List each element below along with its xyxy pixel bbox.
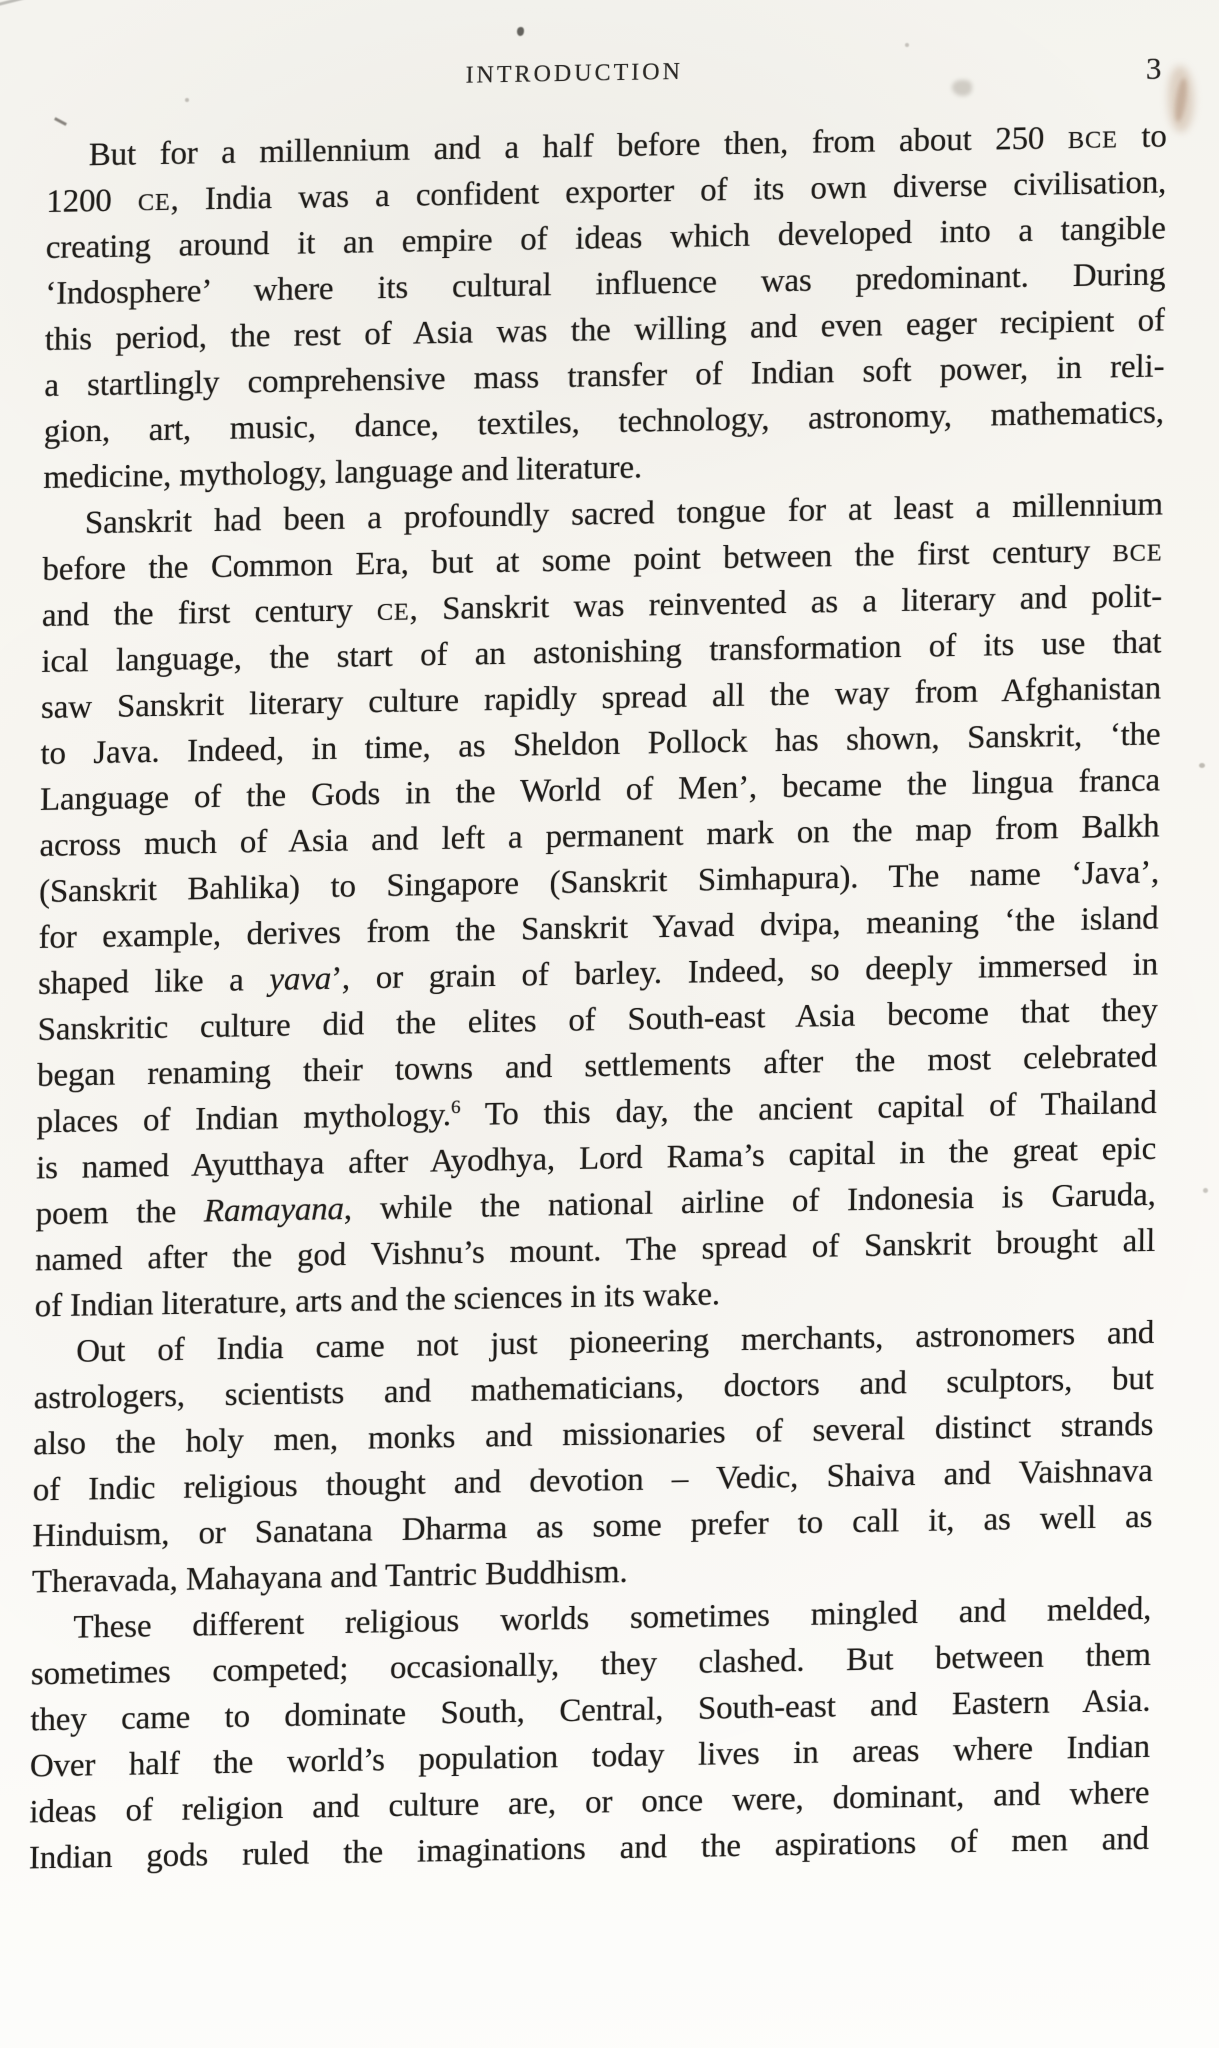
text-line: Theravada, Mahayana and Tantric Buddhism. <box>31 1553 628 1601</box>
brown-smudge-core <box>1173 78 1189 123</box>
text-line: also the holy men, monks and missionaries of several distinct strands <box>33 1406 1154 1463</box>
text-line: shaped like a yava’, or grain of barley. Indeed, so deeply immersed in <box>37 946 1159 1003</box>
text-line: gion, art, music, dance, textiles, technology, astronomy, mathematics, <box>43 394 1165 451</box>
text-line: to Java. Indeed, in time, as Sheldon Pollock has shown, Sanskrit, ‘the <box>40 716 1161 773</box>
text-line: and the first century CE, Sanskrit was reinvented as a literary and polit- <box>41 578 1163 635</box>
scan-corner-line-artifact <box>0 0 70 7</box>
text-line: ical language, the start of an astonishing transformation of its use that <box>41 624 1162 681</box>
text-line: of Indian literature, arts and the sciences in its wake. <box>34 1276 721 1325</box>
type-area <box>28 20 1168 1940</box>
text-line: These different religious worlds sometimes mingled and melded, <box>73 1590 1152 1646</box>
text-line: sometimes competed; occasionally, they clashed. But between them <box>30 1636 1152 1693</box>
brown-smudge <box>1168 66 1194 132</box>
paper-speck <box>1199 763 1205 768</box>
text-line: (Sanskrit Bahlika) to Singapore (Sanskrit Simhapura). The name ‘Java’, <box>38 854 1160 911</box>
text-line: places of Indian mythology.$^6$ To this day, the ancient capital of Thailand <box>36 1084 1157 1141</box>
text-line: a startlingly comprehensive mass transfer of Indian soft power, in reli- <box>44 348 1165 405</box>
text-line: 1200 CE, India was a confident exporter of its own diverse civilisation, <box>46 164 1167 221</box>
text-line: before the Common Era, but at some point between the first century BCE <box>42 533 1163 589</box>
running-head <box>47 20 1168 100</box>
text-line: astrologers, scientists and mathematicians, doctors and sculptors, but <box>33 1360 1154 1417</box>
text-line: Over half the world’s population today lives in areas where Indian <box>29 1728 1151 1785</box>
text-line: of Indic religious thought and devotion – Vedic, Shaiva and Vaishnava <box>32 1452 1154 1509</box>
text-line: Indian gods ruled the imaginations and the aspirations of men and <box>28 1820 1150 1877</box>
text-line: they came to dominate South, Central, South-east and Eastern Asia. <box>30 1682 1151 1739</box>
chapter-running-title: INTRODUCTION <box>465 58 683 89</box>
text-line: Language of the Gods in the World of Men’, became the lingua franca <box>39 762 1161 819</box>
text-line: ‘Indosphere’ where its cultural influence was predominant. During <box>45 256 1166 313</box>
text-line: began renaming their towns and settlements after the most celebrated <box>36 1038 1158 1095</box>
text-line: for example, derives from the Sanskrit Yavad dvipa, meaning ‘the island <box>38 900 1159 957</box>
page-number: 3 <box>1145 50 1162 86</box>
text-line: is named Ayutthaya after Ayodhya, Lord Rama’s capital in the great epic <box>35 1130 1157 1187</box>
text-line: named after the god Vishnu’s mount. The spread of Sanskrit brought all <box>35 1222 1156 1279</box>
text-line: poem the Ramayana, while the national airline of Indonesia is Garuda, <box>35 1176 1156 1233</box>
text-line: Hinduism, or Sanatana Dharma as some prefer to call it, as well as <box>32 1498 1153 1555</box>
text-line: this period, the rest of Asia was the willing and even eager recipient of <box>44 302 1166 359</box>
text-line: Sanskritic culture did the elites of South-east Asia become that they <box>37 992 1158 1049</box>
text-line: But for a millennium and a half before then, from about 250 BCE to <box>88 118 1167 174</box>
text-line: creating around it an empire of ideas which developed into a tangible <box>45 210 1167 267</box>
text-line: Sanskrit had been a profoundly sacred tongue for at least a millennium <box>84 486 1164 542</box>
text-block <box>29 113 1167 1881</box>
text-line: saw Sanskrit literary culture rapidly spread all the way from Afghanistan <box>40 670 1162 727</box>
text-line: Out of India came not just pioneering merchants, astronomers and <box>76 1314 1155 1370</box>
text-line: across much of Asia and left a permanent mark on the map from Balkh <box>39 808 1160 865</box>
text-line: ideas of religion and culture are, or once were, dominant, and where <box>29 1774 1150 1831</box>
paper-speck <box>1203 1188 1208 1193</box>
text-line: medicine, mythology, language and literature. <box>43 449 643 497</box>
